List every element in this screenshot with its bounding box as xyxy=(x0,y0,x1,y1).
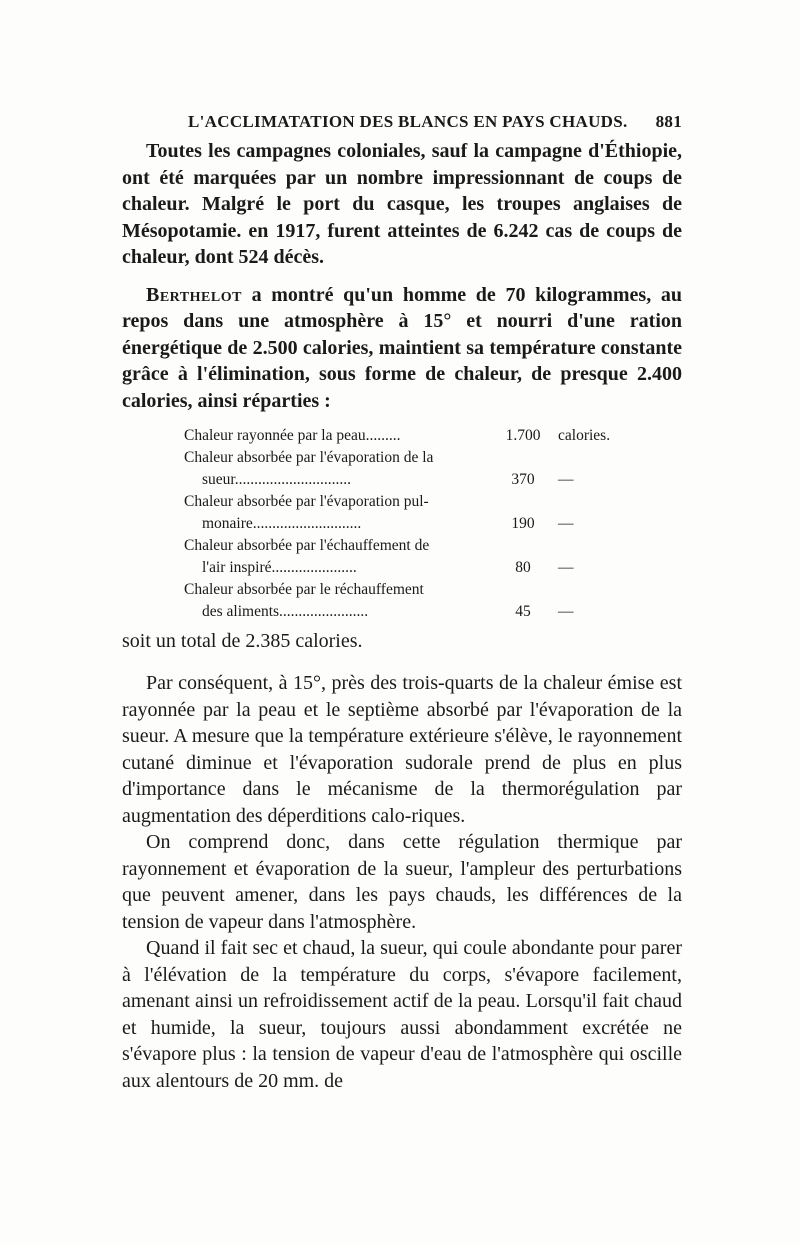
table-row xyxy=(184,491,632,535)
row-label-line1: Chaleur absorbée par l'évaporation pul- xyxy=(184,493,429,510)
row-value: 80 xyxy=(515,559,531,576)
calorie-table xyxy=(184,425,632,623)
row-label xyxy=(184,491,488,535)
row-label-line1: Chaleur absorbée par l'évaporation de la xyxy=(184,449,434,466)
row-label-line2: des aliments....................... xyxy=(202,603,369,620)
running-header xyxy=(122,112,682,132)
paragraph-3: Par conséquent, à 15°, près des trois-quarts de la chaleur émise est rayonnée par la peau et le septième absorbé par l'évaporation de la sueur. A mesure que la température extérieure s'élève, le rayonnement cutané diminue et l'évaporation sudorale prend de plus en plus d'importance dans le mécanisme de la thermorégulation par augmentation des déperditions calo-riques. xyxy=(122,672,682,827)
row-label-line2: sueur.............................. xyxy=(202,471,351,488)
row-unit: — xyxy=(558,515,574,532)
paragraph-4: On comprend donc, dans cette régulation thermique par rayonnement et évaporation de la sueur, l'ampleur des perturbations que peuvent amener, dans les pays chauds, les différences de la tension de vapeur dans l'atmosphère. xyxy=(122,831,682,933)
paragraph-2-text: a montré qu'un homme de 70 kilogrammes, au repos dans une atmosphère à 15° et nourri d'une ration énergétique de 2.500 calories, maintient sa température constante grâce à l'élimination, sous forme de chaleur, de presque 2.400 calories, ainsi réparties : xyxy=(122,283,682,412)
row-value: 1.700 xyxy=(505,427,541,444)
table-row xyxy=(184,425,632,447)
total-line: soit un total de 2.385 calories. xyxy=(122,630,363,652)
page-content xyxy=(122,112,682,1094)
row-label-line2: monaire............................ xyxy=(202,515,362,532)
author-name: Berthelot xyxy=(146,283,242,306)
row-unit: — xyxy=(558,603,574,620)
page-number: 881 xyxy=(655,112,682,131)
header-title: L'ACCLIMATATION DES BLANCS EN PAYS CHAUDS. xyxy=(188,112,628,131)
table-row xyxy=(184,579,632,623)
row-unit: — xyxy=(558,471,574,488)
table-row xyxy=(184,447,632,491)
row-label-line1: Chaleur absorbée par le réchauffement xyxy=(184,581,424,598)
row-label-line1: Chaleur absorbée par l'échauffement de xyxy=(184,537,430,554)
row-label xyxy=(184,447,488,491)
row-label xyxy=(184,535,488,579)
row-value: 370 xyxy=(511,471,535,488)
row-value: 45 xyxy=(515,603,531,620)
table-row xyxy=(184,535,632,579)
row-unit: — xyxy=(558,559,574,576)
paragraph-2 xyxy=(122,282,682,415)
row-label-line2: l'air inspiré...................... xyxy=(202,559,357,576)
row-label xyxy=(184,579,488,623)
paragraph-5: Quand il fait sec et chaud, la sueur, qui coule abondante pour parer à l'élévation de la température du corps, s'évapore facilement, amenant ainsi un refroidissement actif de la peau. Lorsqu'il fait chaud et humide, la sueur, toujours aussi abondamment excrétée ne s'évapore plus : la tension de vapeur d'eau de l'atmosphère qui oscille aux alentours de 20 mm. de xyxy=(122,937,682,1092)
row-value: 190 xyxy=(511,515,535,532)
row-label: Chaleur rayonnée par la peau......... xyxy=(184,427,401,444)
paragraph-1: Toutes les campagnes coloniales, sauf la campagne d'Éthiopie, ont été marquées par un nombre impressionnant de coups de chaleur. Malgré le port du casque, les troupes anglaises de Mésopotamie. en 1917, furent atteintes de 6.242 cas de coups de chaleur, dont 524 décès. xyxy=(122,140,682,268)
row-unit: calories. xyxy=(558,427,611,444)
